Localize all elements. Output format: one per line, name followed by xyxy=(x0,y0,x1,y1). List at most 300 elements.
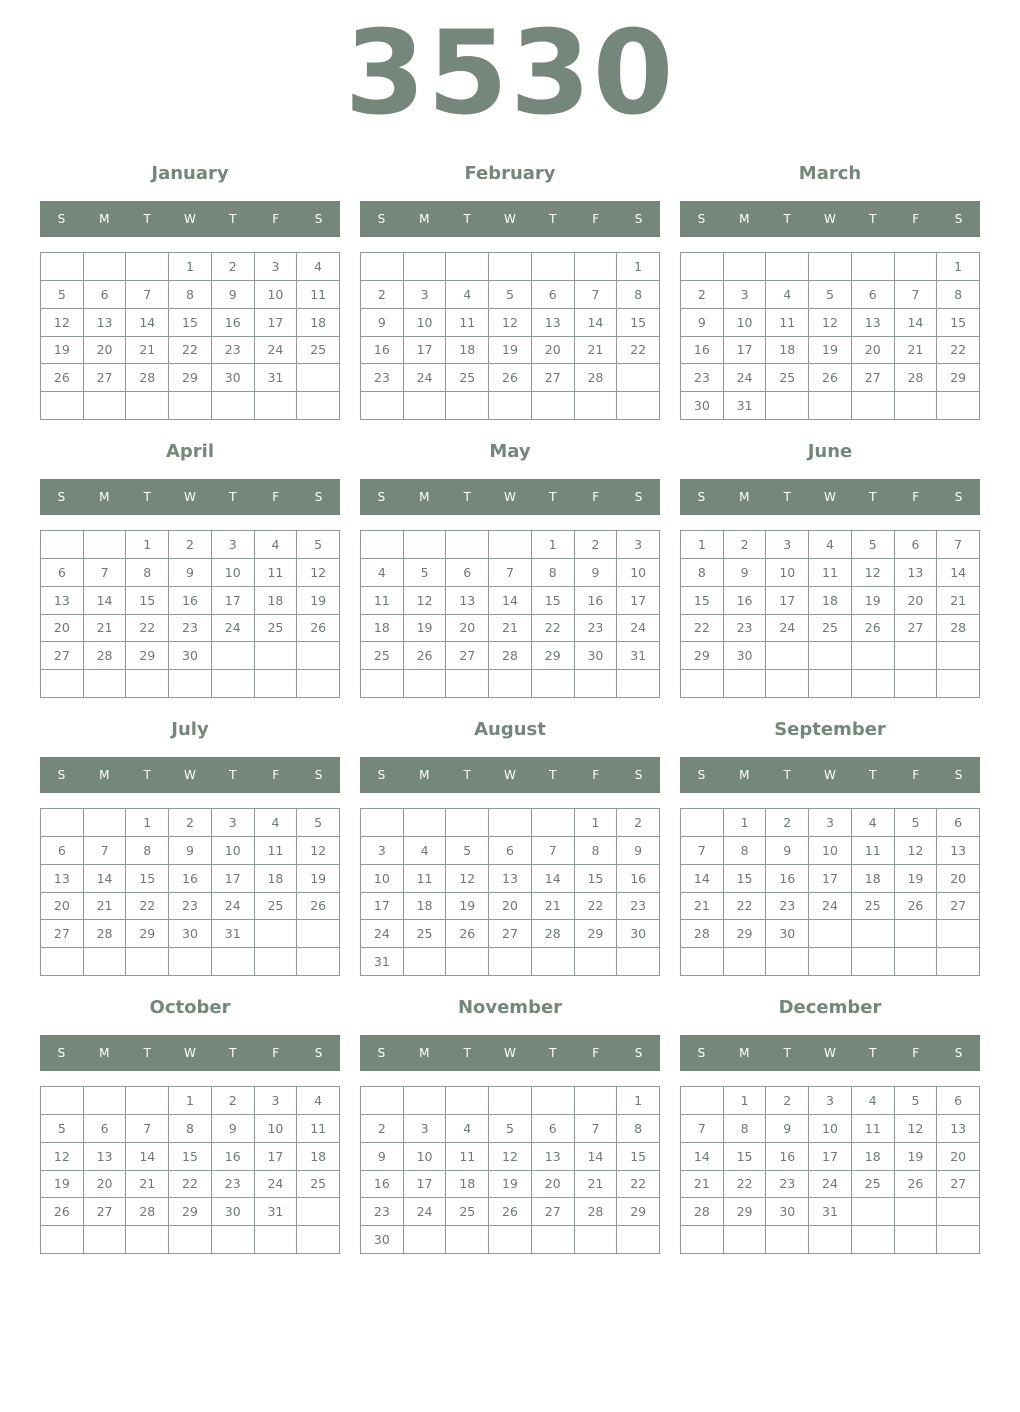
weekday-label: T xyxy=(229,490,237,504)
empty-day-cell xyxy=(724,253,767,281)
empty-day-cell xyxy=(852,920,895,948)
day-cell: 27 xyxy=(84,364,127,392)
day-cell: 27 xyxy=(489,920,532,948)
day-cell: 23 xyxy=(361,1198,404,1226)
day-cell: 29 xyxy=(126,642,169,670)
day-cell: 25 xyxy=(255,615,298,643)
day-grid xyxy=(680,530,980,698)
empty-day-cell xyxy=(766,392,809,420)
day-cell: 15 xyxy=(532,587,575,615)
weekday-header-row xyxy=(40,757,340,793)
day-cell: 23 xyxy=(766,893,809,921)
day-cell: 16 xyxy=(617,865,660,893)
day-cell: 5 xyxy=(489,281,532,309)
empty-day-cell xyxy=(84,253,127,281)
day-cell: 30 xyxy=(766,920,809,948)
day-cell: 27 xyxy=(41,920,84,948)
empty-day-cell xyxy=(489,948,532,976)
day-cell: 30 xyxy=(766,1198,809,1226)
day-cell: 16 xyxy=(169,865,212,893)
day-cell: 29 xyxy=(724,1198,767,1226)
day-cell: 10 xyxy=(404,309,447,337)
empty-day-cell xyxy=(255,948,298,976)
day-cell: 22 xyxy=(617,1171,660,1199)
day-cell: 6 xyxy=(852,281,895,309)
empty-day-cell xyxy=(895,253,938,281)
weekday-header-row xyxy=(360,201,660,237)
day-cell: 20 xyxy=(532,1171,575,1199)
weekday-label: T xyxy=(143,1046,151,1060)
day-cell: 14 xyxy=(532,865,575,893)
empty-day-cell xyxy=(852,948,895,976)
day-cell: 11 xyxy=(255,559,298,587)
day-cell: 11 xyxy=(255,837,298,865)
day-cell: 12 xyxy=(489,309,532,337)
empty-day-cell xyxy=(532,253,575,281)
weekday-header-row xyxy=(40,479,340,515)
day-cell: 24 xyxy=(809,893,852,921)
day-cell: 5 xyxy=(41,281,84,309)
weekday-label: S xyxy=(57,1046,66,1060)
weekday-label: T xyxy=(869,1046,877,1060)
day-cell: 1 xyxy=(724,809,767,837)
day-cell: 22 xyxy=(937,337,980,365)
day-cell: 24 xyxy=(212,615,255,643)
weekday-label: F xyxy=(912,212,920,226)
day-cell: 2 xyxy=(766,809,809,837)
day-cell: 6 xyxy=(84,1115,127,1143)
empty-day-cell xyxy=(724,670,767,698)
weekday-label: S xyxy=(377,768,386,782)
day-cell: 15 xyxy=(169,1143,212,1171)
day-cell: 10 xyxy=(255,1115,298,1143)
day-cell: 26 xyxy=(895,893,938,921)
weekday-header-row xyxy=(40,1035,340,1071)
weekday-header-row xyxy=(680,1035,980,1071)
day-cell: 17 xyxy=(766,587,809,615)
day-cell: 19 xyxy=(489,1171,532,1199)
weekday-label: T xyxy=(143,768,151,782)
empty-day-cell xyxy=(575,1226,618,1254)
day-cell: 13 xyxy=(446,587,489,615)
empty-day-cell xyxy=(297,948,340,976)
empty-day-cell xyxy=(532,809,575,837)
day-cell: 27 xyxy=(84,1198,127,1226)
day-cell: 9 xyxy=(766,1115,809,1143)
empty-day-cell xyxy=(575,948,618,976)
day-cell: 14 xyxy=(126,1143,169,1171)
day-cell: 15 xyxy=(724,865,767,893)
day-cell: 16 xyxy=(766,865,809,893)
empty-day-cell xyxy=(681,809,724,837)
day-cell: 14 xyxy=(895,309,938,337)
day-cell: 24 xyxy=(404,364,447,392)
weekday-label: S xyxy=(697,1046,706,1060)
day-cell: 4 xyxy=(361,559,404,587)
weekday-label: S xyxy=(377,1046,386,1060)
empty-day-cell xyxy=(895,642,938,670)
day-cell: 21 xyxy=(126,1171,169,1199)
day-cell: 20 xyxy=(532,337,575,365)
day-cell: 14 xyxy=(681,865,724,893)
day-cell: 11 xyxy=(852,1115,895,1143)
day-cell: 2 xyxy=(212,1087,255,1115)
day-cell: 3 xyxy=(255,253,298,281)
day-cell: 4 xyxy=(255,531,298,559)
month-name: August xyxy=(474,719,546,740)
empty-day-cell xyxy=(297,1198,340,1226)
day-cell: 23 xyxy=(617,893,660,921)
empty-day-cell xyxy=(126,948,169,976)
day-cell: 25 xyxy=(297,337,340,365)
month-name: July xyxy=(171,719,209,740)
day-cell: 25 xyxy=(809,615,852,643)
day-cell: 28 xyxy=(895,364,938,392)
day-cell: 25 xyxy=(404,920,447,948)
weekday-label: M xyxy=(419,490,430,504)
day-cell: 17 xyxy=(404,1171,447,1199)
day-cell: 19 xyxy=(404,615,447,643)
day-cell: 13 xyxy=(937,1115,980,1143)
day-cell: 1 xyxy=(126,809,169,837)
weekday-label: T xyxy=(549,1046,557,1060)
day-cell: 16 xyxy=(766,1143,809,1171)
day-cell: 19 xyxy=(41,1171,84,1199)
day-cell: 17 xyxy=(212,587,255,615)
empty-day-cell xyxy=(895,920,938,948)
day-cell: 25 xyxy=(766,364,809,392)
day-cell: 27 xyxy=(852,364,895,392)
day-cell: 22 xyxy=(532,615,575,643)
empty-day-cell xyxy=(404,948,447,976)
day-cell: 23 xyxy=(681,364,724,392)
day-cell: 14 xyxy=(937,559,980,587)
day-cell: 11 xyxy=(404,865,447,893)
empty-day-cell xyxy=(852,1198,895,1226)
weekday-label: T xyxy=(549,212,557,226)
day-cell: 30 xyxy=(212,1198,255,1226)
day-cell: 31 xyxy=(809,1198,852,1226)
day-grid xyxy=(360,1086,660,1254)
day-cell: 3 xyxy=(361,837,404,865)
day-cell: 23 xyxy=(212,337,255,365)
empty-day-cell xyxy=(255,392,298,420)
empty-day-cell xyxy=(937,670,980,698)
day-cell: 29 xyxy=(126,920,169,948)
empty-day-cell xyxy=(255,642,298,670)
day-cell: 31 xyxy=(724,392,767,420)
day-cell: 15 xyxy=(937,309,980,337)
weekday-label: T xyxy=(229,768,237,782)
day-cell: 29 xyxy=(169,364,212,392)
weekday-label: T xyxy=(229,212,237,226)
empty-day-cell xyxy=(895,392,938,420)
day-cell: 17 xyxy=(255,309,298,337)
day-cell: 13 xyxy=(41,587,84,615)
weekday-label: M xyxy=(419,1046,430,1060)
day-cell: 10 xyxy=(212,559,255,587)
weekday-label: S xyxy=(314,212,323,226)
empty-day-cell xyxy=(41,1226,84,1254)
day-cell: 4 xyxy=(809,531,852,559)
day-cell: 1 xyxy=(681,531,724,559)
day-cell: 4 xyxy=(852,809,895,837)
day-cell: 9 xyxy=(212,281,255,309)
weekday-label: F xyxy=(592,1046,600,1060)
weekday-label: S xyxy=(314,490,323,504)
day-cell: 15 xyxy=(617,1143,660,1171)
day-cell: 28 xyxy=(681,920,724,948)
empty-day-cell xyxy=(169,1226,212,1254)
empty-day-cell xyxy=(41,670,84,698)
day-cell: 27 xyxy=(41,642,84,670)
day-cell: 13 xyxy=(532,309,575,337)
empty-day-cell xyxy=(681,1087,724,1115)
day-cell: 30 xyxy=(681,392,724,420)
weekday-label: S xyxy=(634,768,643,782)
day-cell: 3 xyxy=(617,531,660,559)
empty-day-cell xyxy=(361,531,404,559)
empty-day-cell xyxy=(766,642,809,670)
weekday-label: M xyxy=(739,768,750,782)
day-cell: 1 xyxy=(617,1087,660,1115)
day-cell: 21 xyxy=(126,337,169,365)
day-cell: 18 xyxy=(255,587,298,615)
empty-day-cell xyxy=(126,1226,169,1254)
day-grid xyxy=(40,252,340,420)
weekday-label: T xyxy=(869,212,877,226)
day-cell: 18 xyxy=(255,865,298,893)
weekday-label: T xyxy=(783,768,791,782)
day-cell: 28 xyxy=(126,364,169,392)
day-cell: 18 xyxy=(404,893,447,921)
empty-day-cell xyxy=(169,392,212,420)
month-name: February xyxy=(464,163,556,184)
day-grid xyxy=(40,530,340,698)
day-cell: 28 xyxy=(126,1198,169,1226)
empty-day-cell xyxy=(532,670,575,698)
weekday-header-row xyxy=(680,757,980,793)
day-cell: 31 xyxy=(617,642,660,670)
day-cell: 18 xyxy=(297,309,340,337)
empty-day-cell xyxy=(937,392,980,420)
month-name: December xyxy=(778,997,882,1018)
empty-day-cell xyxy=(297,670,340,698)
weekday-label: F xyxy=(912,490,920,504)
weekday-label: S xyxy=(377,212,386,226)
day-cell: 29 xyxy=(575,920,618,948)
day-cell: 15 xyxy=(617,309,660,337)
day-cell: 6 xyxy=(446,559,489,587)
weekday-label: M xyxy=(739,212,750,226)
weekday-label: F xyxy=(912,1046,920,1060)
empty-day-cell xyxy=(404,1087,447,1115)
day-cell: 18 xyxy=(297,1143,340,1171)
day-grid xyxy=(360,252,660,420)
day-cell: 20 xyxy=(41,893,84,921)
day-cell: 22 xyxy=(169,337,212,365)
day-cell: 26 xyxy=(446,920,489,948)
empty-day-cell xyxy=(404,809,447,837)
empty-day-cell xyxy=(575,670,618,698)
day-cell: 30 xyxy=(575,642,618,670)
day-cell: 7 xyxy=(681,837,724,865)
day-cell: 29 xyxy=(532,642,575,670)
empty-day-cell xyxy=(532,1226,575,1254)
day-cell: 1 xyxy=(937,253,980,281)
empty-day-cell xyxy=(404,670,447,698)
day-cell: 8 xyxy=(617,1115,660,1143)
day-cell: 15 xyxy=(126,587,169,615)
day-cell: 26 xyxy=(297,893,340,921)
day-cell: 9 xyxy=(361,1143,404,1171)
empty-day-cell xyxy=(255,920,298,948)
day-cell: 8 xyxy=(532,559,575,587)
day-cell: 24 xyxy=(212,893,255,921)
day-cell: 6 xyxy=(937,809,980,837)
day-cell: 5 xyxy=(895,809,938,837)
empty-day-cell xyxy=(937,920,980,948)
day-cell: 28 xyxy=(489,642,532,670)
day-cell: 9 xyxy=(212,1115,255,1143)
day-cell: 6 xyxy=(532,1115,575,1143)
weekday-label: T xyxy=(229,1046,237,1060)
weekday-label: W xyxy=(504,212,516,226)
day-cell: 22 xyxy=(617,337,660,365)
day-cell: 26 xyxy=(404,642,447,670)
weekday-label: F xyxy=(272,212,280,226)
empty-day-cell xyxy=(297,642,340,670)
day-cell: 14 xyxy=(575,309,618,337)
weekday-label: T xyxy=(463,212,471,226)
month-name: March xyxy=(798,163,862,184)
day-cell: 13 xyxy=(84,1143,127,1171)
day-cell: 29 xyxy=(724,920,767,948)
day-cell: 11 xyxy=(766,309,809,337)
day-cell: 28 xyxy=(532,920,575,948)
empty-day-cell xyxy=(404,253,447,281)
empty-day-cell xyxy=(766,253,809,281)
weekday-label: T xyxy=(783,1046,791,1060)
weekday-label: T xyxy=(549,490,557,504)
day-cell: 26 xyxy=(852,615,895,643)
day-cell: 10 xyxy=(361,865,404,893)
weekday-label: W xyxy=(504,768,516,782)
day-cell: 21 xyxy=(489,615,532,643)
empty-day-cell xyxy=(126,392,169,420)
empty-day-cell xyxy=(169,948,212,976)
day-cell: 22 xyxy=(724,1171,767,1199)
day-cell: 13 xyxy=(937,837,980,865)
day-grid xyxy=(40,1086,340,1254)
empty-day-cell xyxy=(255,670,298,698)
day-cell: 16 xyxy=(361,1171,404,1199)
empty-day-cell xyxy=(809,392,852,420)
weekday-label: F xyxy=(272,490,280,504)
weekday-label: S xyxy=(954,1046,963,1060)
day-cell: 6 xyxy=(489,837,532,865)
day-cell: 5 xyxy=(41,1115,84,1143)
day-cell: 27 xyxy=(895,615,938,643)
day-cell: 19 xyxy=(895,865,938,893)
weekday-label: M xyxy=(739,1046,750,1060)
weekday-label: F xyxy=(272,1046,280,1060)
day-cell: 27 xyxy=(937,1171,980,1199)
day-grid xyxy=(360,808,660,976)
weekday-label: S xyxy=(314,768,323,782)
empty-day-cell xyxy=(297,392,340,420)
day-cell: 2 xyxy=(212,253,255,281)
day-cell: 7 xyxy=(489,559,532,587)
day-cell: 7 xyxy=(84,559,127,587)
day-cell: 13 xyxy=(489,865,532,893)
day-cell: 26 xyxy=(489,1198,532,1226)
day-cell: 6 xyxy=(84,281,127,309)
day-cell: 5 xyxy=(297,809,340,837)
day-cell: 20 xyxy=(852,337,895,365)
empty-day-cell xyxy=(41,253,84,281)
empty-day-cell xyxy=(297,920,340,948)
day-cell: 14 xyxy=(575,1143,618,1171)
empty-day-cell xyxy=(895,1226,938,1254)
day-cell: 22 xyxy=(126,893,169,921)
weekday-label: F xyxy=(592,212,600,226)
empty-day-cell xyxy=(809,920,852,948)
day-cell: 27 xyxy=(446,642,489,670)
weekday-label: S xyxy=(634,1046,643,1060)
day-cell: 4 xyxy=(852,1087,895,1115)
day-cell: 8 xyxy=(126,559,169,587)
day-cell: 6 xyxy=(937,1087,980,1115)
day-cell: 20 xyxy=(41,615,84,643)
day-cell: 4 xyxy=(446,281,489,309)
day-cell: 31 xyxy=(361,948,404,976)
empty-day-cell xyxy=(617,948,660,976)
weekday-label: S xyxy=(697,768,706,782)
day-cell: 1 xyxy=(126,531,169,559)
empty-day-cell xyxy=(489,531,532,559)
day-cell: 12 xyxy=(404,587,447,615)
day-cell: 25 xyxy=(297,1171,340,1199)
empty-day-cell xyxy=(297,1226,340,1254)
empty-day-cell xyxy=(446,392,489,420)
day-cell: 12 xyxy=(41,1143,84,1171)
day-cell: 30 xyxy=(212,364,255,392)
empty-day-cell xyxy=(361,809,404,837)
weekday-label: S xyxy=(634,490,643,504)
day-cell: 2 xyxy=(169,531,212,559)
day-cell: 8 xyxy=(617,281,660,309)
empty-day-cell xyxy=(617,670,660,698)
year-title: 3530 xyxy=(344,6,676,141)
day-cell: 24 xyxy=(404,1198,447,1226)
day-cell: 25 xyxy=(852,1171,895,1199)
month-name: November xyxy=(457,997,563,1018)
weekday-label: S xyxy=(697,212,706,226)
empty-day-cell xyxy=(446,531,489,559)
day-cell: 9 xyxy=(575,559,618,587)
day-cell: 24 xyxy=(724,364,767,392)
day-cell: 10 xyxy=(766,559,809,587)
day-cell: 27 xyxy=(937,893,980,921)
day-cell: 1 xyxy=(575,809,618,837)
empty-day-cell xyxy=(681,253,724,281)
day-cell: 21 xyxy=(84,615,127,643)
day-cell: 23 xyxy=(169,615,212,643)
day-cell: 9 xyxy=(617,837,660,865)
day-cell: 5 xyxy=(297,531,340,559)
day-cell: 12 xyxy=(297,837,340,865)
